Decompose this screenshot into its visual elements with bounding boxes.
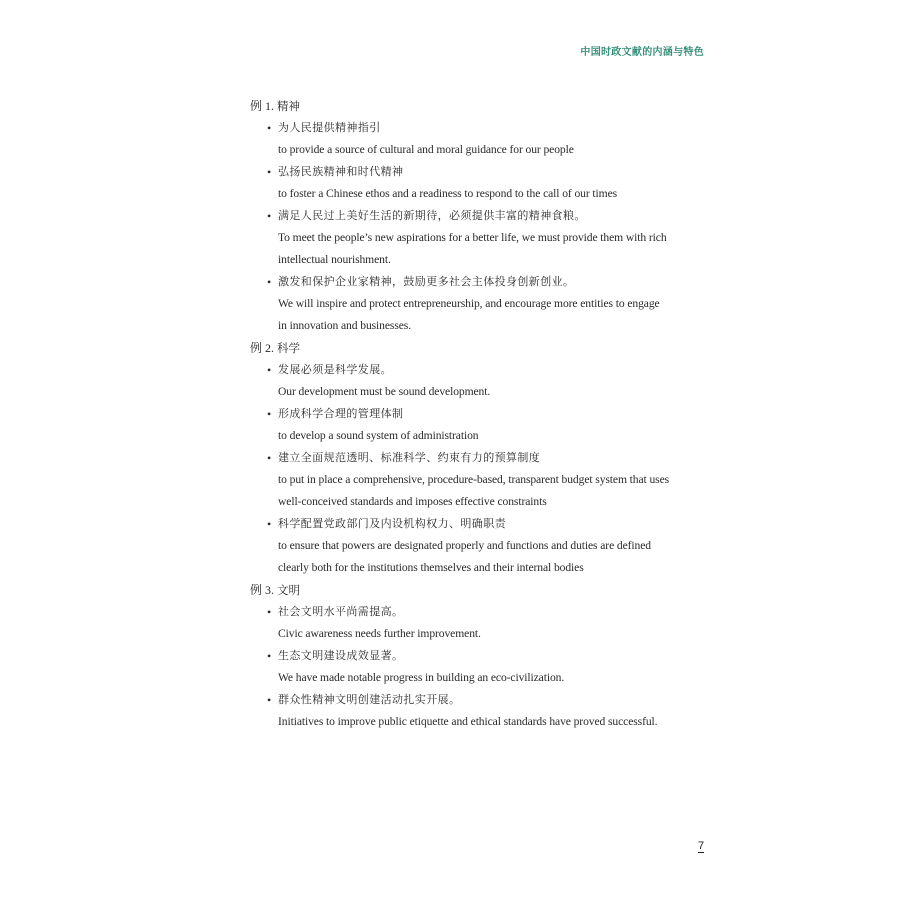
bullet-icon: • xyxy=(267,165,272,179)
list-item xyxy=(250,689,670,733)
example-term: 科学 xyxy=(277,341,301,355)
page-body xyxy=(250,95,670,733)
english-translation: to ensure that powers are designated properly and functions and duties are defined clearly both for the institutions themselves and their internal bodies xyxy=(278,539,651,574)
chinese-phrase: 生态文明建设成效显著。 xyxy=(278,649,404,662)
english-translation: to foster a Chinese ethos and a readiness to respond to the call of our times xyxy=(278,187,618,200)
list-item xyxy=(250,645,670,689)
bullet-icon: • xyxy=(267,693,272,707)
example-1 xyxy=(250,95,670,337)
chinese-phrase: 群众性精神文明创建活动扎实开展。 xyxy=(278,693,461,706)
english-translation: Initiatives to improve public etiquette and ethical standards have proved successful. xyxy=(278,715,658,728)
example-heading xyxy=(250,337,670,359)
chinese-phrase: 社会文明水平尚需提高。 xyxy=(278,605,404,618)
bullet-icon: • xyxy=(267,451,272,465)
english-translation: Our development must be sound development. xyxy=(278,385,491,398)
example-2 xyxy=(250,337,670,579)
list-item xyxy=(250,447,670,513)
example-label: 例 1. xyxy=(250,99,275,113)
chinese-phrase: 弘扬民族精神和时代精神 xyxy=(278,165,404,178)
bullet-icon: • xyxy=(267,605,272,619)
bullet-icon: • xyxy=(267,649,272,663)
chinese-phrase: 形成科学合理的管理体制 xyxy=(278,407,404,420)
chinese-phrase: 激发和保护企业家精神，鼓励更多社会主体投身创新创业。 xyxy=(278,275,575,288)
chinese-phrase: 为人民提供精神指引 xyxy=(278,121,381,134)
example-term: 文明 xyxy=(277,583,301,597)
bullet-icon: • xyxy=(267,363,272,377)
list-item xyxy=(250,271,670,337)
chinese-phrase: 科学配置党政部门及内设机构权力、明确职责 xyxy=(278,517,506,530)
example-label: 例 2. xyxy=(250,341,275,355)
list-item xyxy=(250,205,670,271)
bullet-icon: • xyxy=(267,209,272,223)
english-translation: to put in place a comprehensive, procedure-based, transparent budget system that uses well-conceived standards and imposes effective constraints xyxy=(278,473,670,508)
bullet-icon: • xyxy=(267,275,272,289)
chinese-phrase: 满足人民过上美好生活的新期待，必须提供丰富的精神食粮。 xyxy=(278,209,586,222)
example-3 xyxy=(250,579,670,733)
english-translation: to develop a sound system of administration xyxy=(278,429,479,442)
example-label: 例 3. xyxy=(250,583,275,597)
example-heading xyxy=(250,579,670,601)
list-item xyxy=(250,513,670,579)
list-item xyxy=(250,161,670,205)
english-translation: We will inspire and protect entrepreneurship, and encourage more entities to engage in innovation and businesses. xyxy=(278,297,660,332)
bullet-icon: • xyxy=(267,121,272,135)
bullet-icon: • xyxy=(267,407,272,421)
running-header: 中国时政文献的内涵与特色 xyxy=(580,47,704,58)
list-item xyxy=(250,403,670,447)
example-heading xyxy=(250,95,670,117)
english-translation: to provide a source of cultural and moral guidance for our people xyxy=(278,143,574,156)
list-item xyxy=(250,601,670,645)
list-item xyxy=(250,359,670,403)
english-translation: Civic awareness needs further improvement. xyxy=(278,627,481,640)
page-number: 7 xyxy=(698,840,705,852)
example-term: 精神 xyxy=(277,99,301,113)
bullet-icon: • xyxy=(267,517,272,531)
english-translation: We have made notable progress in building an eco-civilization. xyxy=(278,671,565,684)
chinese-phrase: 建立全面规范透明、标准科学、约束有力的预算制度 xyxy=(278,451,541,464)
english-translation: To meet the people’s new aspirations for a better life, we must provide them with rich intellectual nourishment. xyxy=(278,231,667,266)
chinese-phrase: 发展必须是科学发展。 xyxy=(278,363,392,376)
list-item xyxy=(250,117,670,161)
